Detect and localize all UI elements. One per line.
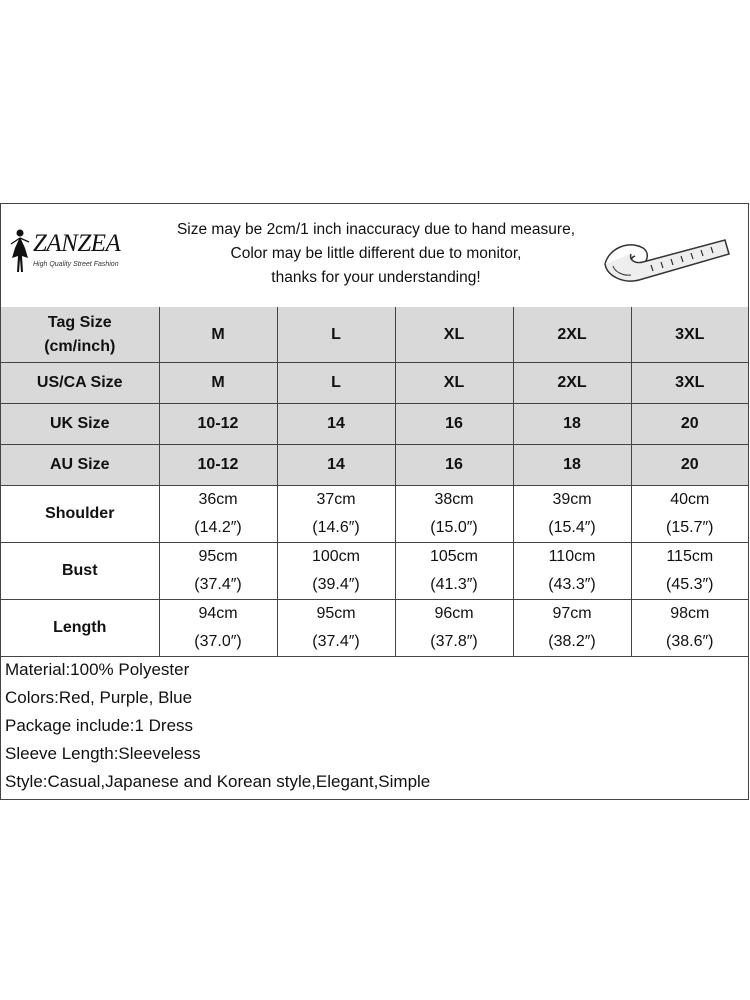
- cm-value: 94cm: [198, 605, 238, 622]
- table-cell: 10-12: [159, 404, 277, 445]
- table-cell: 20: [631, 445, 748, 486]
- inch-value: (43.3″): [548, 576, 596, 593]
- size-chart-sheet: [0, 203, 749, 800]
- row-label: US/CA Size: [1, 363, 159, 404]
- cm-value: 95cm: [198, 548, 238, 565]
- table-cell: 14: [277, 445, 395, 486]
- table-cell: 2XL: [513, 307, 631, 363]
- cm-value: 105cm: [429, 548, 479, 565]
- row-label: UK Size: [1, 404, 159, 445]
- inch-value: (37.0″): [194, 633, 242, 650]
- table-cell: 16: [395, 445, 513, 486]
- table-row: [1, 445, 748, 486]
- inch-value: (14.6″): [312, 519, 360, 536]
- table-cell: 10-12: [159, 445, 277, 486]
- table-cell: [513, 486, 631, 543]
- table-cell: M: [159, 307, 277, 363]
- cm-value: 95cm: [316, 605, 356, 622]
- table-cell: [631, 543, 748, 600]
- cm-value: 36cm: [198, 491, 238, 508]
- table-cell: [277, 600, 395, 657]
- table-cell: [395, 486, 513, 543]
- table-cell: 14: [277, 404, 395, 445]
- inch-value: (38.2″): [548, 633, 596, 650]
- inch-value: (38.6″): [666, 633, 714, 650]
- table-cell: [159, 486, 277, 543]
- cm-value: 39cm: [552, 491, 592, 508]
- table-cell: M: [159, 363, 277, 404]
- zanzea-logo: [9, 226, 144, 276]
- table-row: [1, 543, 748, 600]
- table-cell: L: [277, 363, 395, 404]
- cm-value: 98cm: [670, 605, 710, 622]
- measurement-notice: [151, 218, 601, 290]
- cm-value: 37cm: [316, 491, 356, 508]
- table-row: [1, 404, 748, 445]
- table-cell: [513, 600, 631, 657]
- table-cell: 16: [395, 404, 513, 445]
- row-label: Bust: [1, 543, 159, 600]
- inch-value: (37.8″): [430, 633, 478, 650]
- detail-sleeve-length: Sleeve Length:Sleeveless: [5, 744, 201, 763]
- table-cell: [395, 600, 513, 657]
- cm-value: 97cm: [552, 605, 592, 622]
- inch-value: (41.3″): [430, 576, 478, 593]
- detail-package: Package include:1 Dress: [5, 716, 194, 735]
- table-cell: L: [277, 307, 395, 363]
- table-row: [1, 600, 748, 657]
- table-cell: 2XL: [513, 363, 631, 404]
- table-cell: [631, 486, 748, 543]
- inch-value: (39.4″): [312, 576, 360, 593]
- table-row: [1, 363, 748, 404]
- detail-material: Material:100% Polyester: [5, 660, 190, 679]
- table-cell: [159, 543, 277, 600]
- woman-silhouette-icon: [9, 228, 31, 274]
- inch-value: (15.0″): [430, 519, 478, 536]
- size-table: [1, 307, 748, 657]
- measuring-tape-icon: [599, 226, 739, 296]
- logo-wordmark: ZANZEA: [33, 230, 121, 257]
- inch-value: (37.4″): [194, 576, 242, 593]
- table-cell: [631, 600, 748, 657]
- table-cell: [395, 543, 513, 600]
- table-cell: 18: [513, 445, 631, 486]
- table-cell: [159, 600, 277, 657]
- notice-line: Color may be little different due to monitor,: [230, 245, 522, 262]
- row-label: Tag Size (cm/inch): [1, 307, 159, 363]
- inch-value: (15.4″): [548, 519, 596, 536]
- cm-value: 100cm: [311, 548, 361, 565]
- table-cell: XL: [395, 307, 513, 363]
- table-row: [1, 486, 748, 543]
- notice-line: Size may be 2cm/1 inch inaccuracy due to hand measure,: [176, 221, 576, 238]
- detail-colors: Colors:Red, Purple, Blue: [5, 688, 193, 707]
- inch-value: (45.3″): [666, 576, 714, 593]
- row-label: Length: [1, 600, 159, 657]
- chart-header: [1, 204, 748, 308]
- cm-value: 115cm: [666, 548, 714, 565]
- table-cell: [277, 543, 395, 600]
- cm-value: 38cm: [434, 491, 474, 508]
- product-details: [5, 656, 430, 796]
- table-cell: [277, 486, 395, 543]
- row-label: AU Size: [1, 445, 159, 486]
- table-cell: 20: [631, 404, 748, 445]
- inch-value: (14.2″): [194, 519, 242, 536]
- cm-value: 96cm: [434, 605, 474, 622]
- table-cell: XL: [395, 363, 513, 404]
- inch-value: (15.7″): [666, 519, 714, 536]
- table-row: [1, 307, 748, 363]
- inch-value: (37.4″): [312, 633, 360, 650]
- table-cell: [513, 543, 631, 600]
- logo-tagline: High Quality Street Fashion: [33, 261, 119, 268]
- notice-line: thanks for your understanding!: [271, 269, 481, 286]
- cm-value: 110cm: [548, 548, 596, 565]
- row-label: Shoulder: [1, 486, 159, 543]
- cm-value: 40cm: [670, 491, 710, 508]
- table-cell: 18: [513, 404, 631, 445]
- table-cell: 3XL: [631, 307, 748, 363]
- detail-style: Style:Casual,Japanese and Korean style,Elegant,Simple: [5, 772, 431, 791]
- table-cell: 3XL: [631, 363, 748, 404]
